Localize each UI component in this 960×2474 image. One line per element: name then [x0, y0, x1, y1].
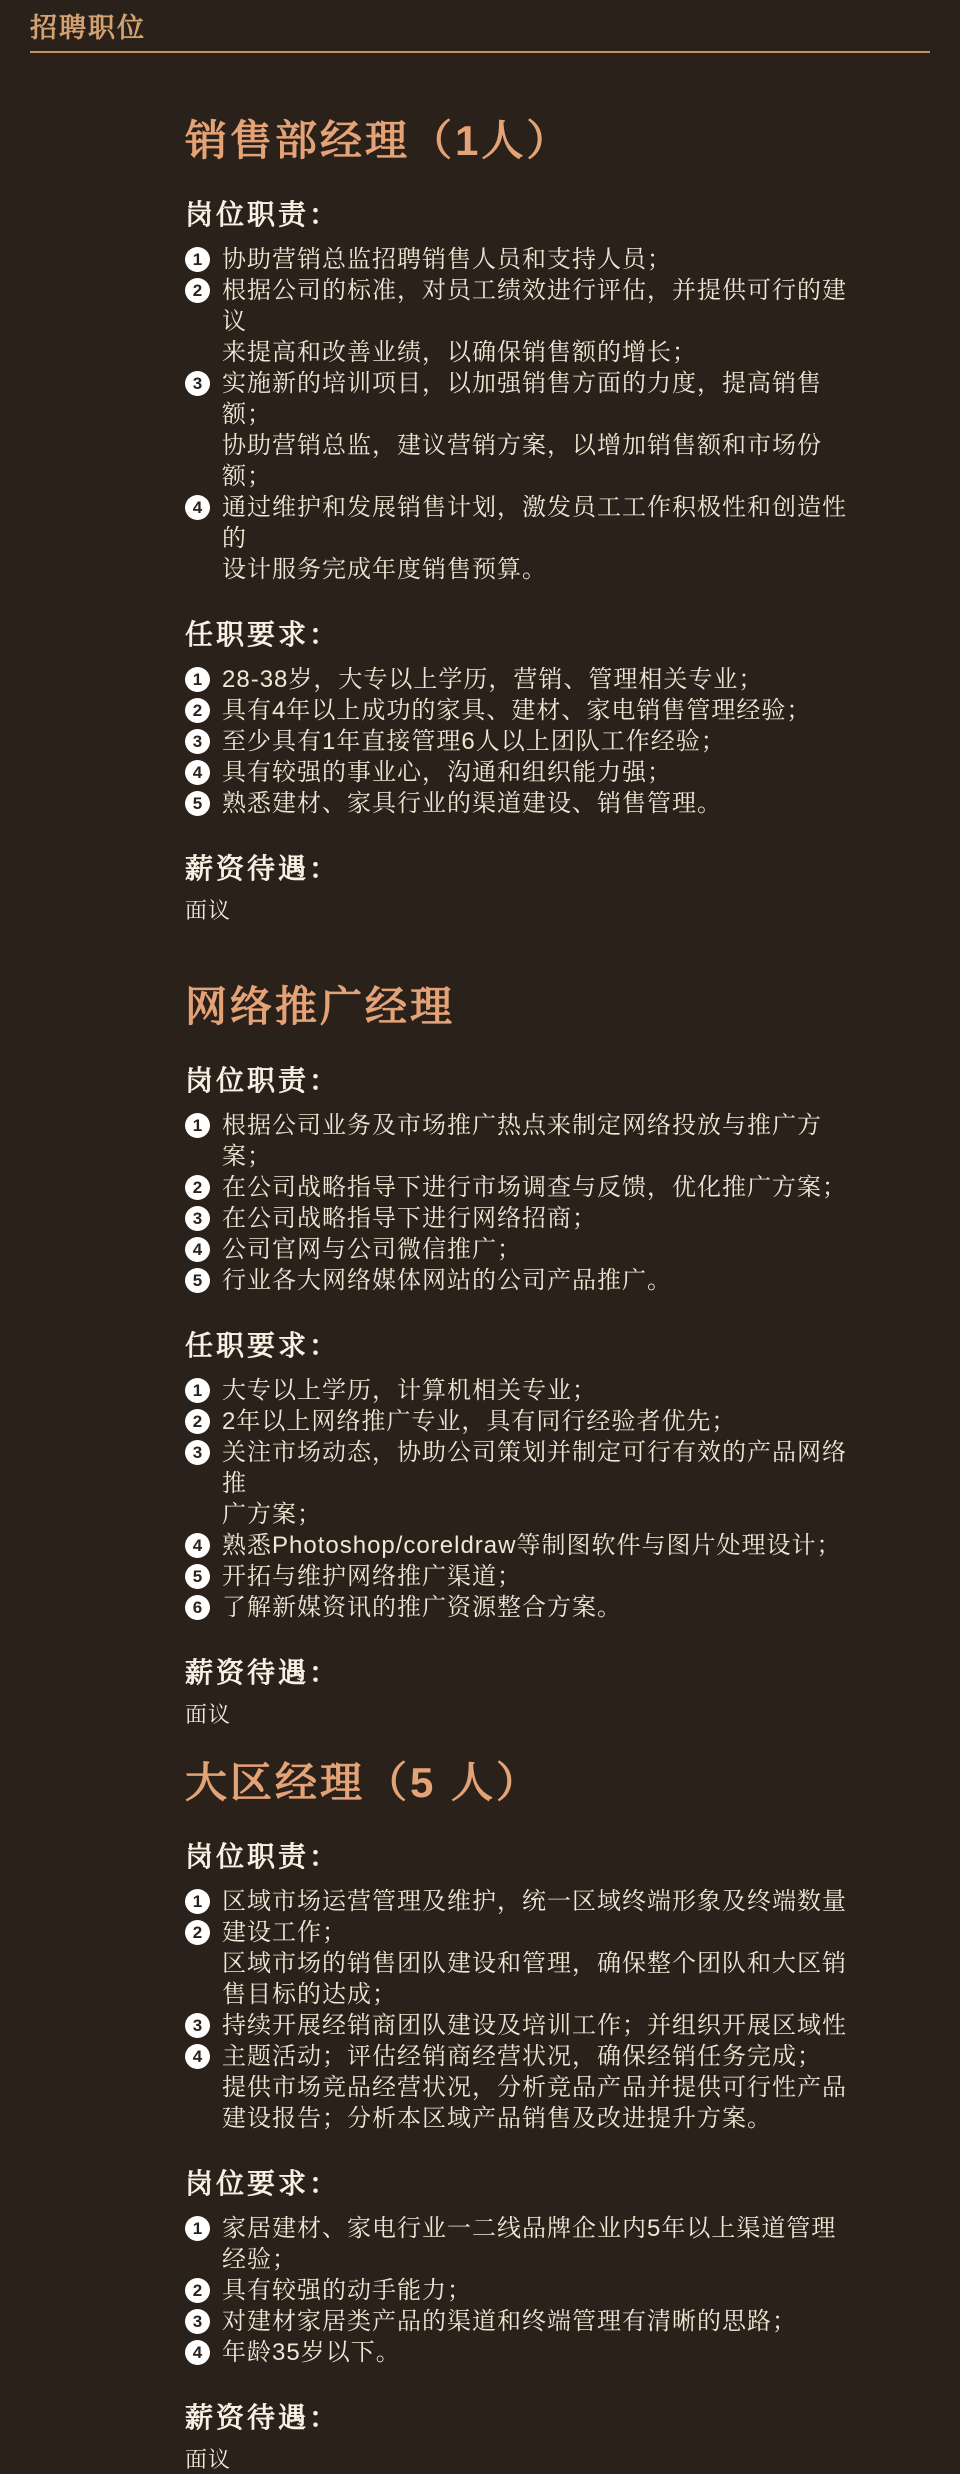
page-title: 招聘职位: [30, 13, 146, 43]
item-text-line: 具有较强的事业心，沟通和组织能力强；: [222, 759, 672, 786]
list-item: [185, 2306, 865, 2337]
item-text-line: 区域市场运营管理及维护，统一区域终端形象及终端数量: [222, 1888, 847, 1915]
item-text: [222, 1234, 522, 1265]
item-number-badge: 3: [185, 1206, 210, 1231]
item-text: [222, 1561, 522, 1592]
item-text: [222, 244, 672, 275]
item-text-line: 根据公司业务及市场推广热点来制定网络投放与推广方案；: [222, 1112, 822, 1170]
item-number-badge: 5: [185, 791, 210, 816]
list-item: [185, 1561, 865, 1592]
item-list: [185, 1110, 865, 1296]
item-number-badge: 4: [185, 1237, 210, 1262]
list-item: [185, 1110, 865, 1172]
item-text-line: 了解新媒资讯的推广资源整合方案。: [222, 1594, 622, 1621]
item-list: [185, 1886, 865, 2134]
page-header: [0, 0, 960, 53]
item-text: [222, 368, 865, 492]
item-number-badge: 3: [185, 729, 210, 754]
item-text-line: 关注市场动态，协助公司策划并制定可行有效的产品网络推: [222, 1439, 847, 1497]
header-divider: [30, 51, 930, 53]
item-number-badge: 1: [185, 1113, 210, 1138]
list-item: [185, 1917, 865, 2010]
item-text: [222, 1265, 672, 1296]
job-block: [185, 117, 865, 925]
item-number-badge: 1: [185, 247, 210, 272]
item-list: [185, 2213, 865, 2368]
list-item: [185, 1265, 865, 1296]
section-heading: 薪资待遇：: [185, 1657, 341, 1688]
item-number-badge: 4: [185, 760, 210, 785]
job-section: [185, 1330, 865, 1623]
item-text-line: 行业各大网络媒体网站的公司产品推广。: [222, 1267, 672, 1294]
job-title: 网络推广经理: [185, 983, 456, 1030]
item-number-badge: 6: [185, 1595, 210, 1620]
item-number-badge: 2: [185, 2278, 210, 2303]
item-text-line: 在公司战略指导下进行市场调查与反馈，优化推广方案；: [222, 1174, 847, 1201]
item-text-line: 协助营销总监招聘销售人员和支持人员；: [222, 246, 672, 273]
section-heading: 岗位要求：: [185, 2168, 341, 2199]
list-item: [185, 2337, 865, 2368]
item-number-badge: 5: [185, 1268, 210, 1293]
item-text-line: 根据公司的标准，对员工绩效进行评估，并提供可行的建议: [222, 277, 847, 335]
item-number-badge: 1: [185, 1378, 210, 1403]
section-heading: 岗位职责：: [185, 199, 341, 230]
item-text-line: 熟悉Photoshop/coreldraw等制图软件与图片处理设计；: [222, 1532, 842, 1559]
item-text-line: 广方案；: [222, 1501, 322, 1528]
list-item: [185, 1437, 865, 1530]
section-heading: 任职要求：: [185, 1330, 341, 1361]
list-item: [185, 757, 865, 788]
list-item: [185, 1203, 865, 1234]
item-text-line: 提供市场竞品经营状况，分析竞品产品并提供可行性产品: [222, 2074, 847, 2101]
item-text: [222, 1437, 865, 1530]
item-text-line: 持续开展经销商团队建设及培训工作；并组织开展区域性: [222, 2012, 847, 2039]
item-text: [222, 2213, 836, 2275]
item-text-line: 建设报告；分析本区域产品销售及改进提升方案。: [222, 2105, 772, 2132]
item-text-line: 2年以上网络推广专业，具有同行经验者优先；: [222, 1408, 737, 1435]
item-number-badge: 3: [185, 2309, 210, 2334]
item-text: [222, 1172, 847, 1203]
item-text: [222, 664, 763, 695]
item-text: [222, 695, 811, 726]
list-item: [185, 2041, 865, 2134]
item-text-line: 主题活动；评估经销商经营状况，确保经销任务完成；: [222, 2043, 822, 2070]
list-item: [185, 1234, 865, 1265]
item-text-line: 年龄35岁以下。: [222, 2339, 401, 2366]
item-text-line: 售目标的达成；: [222, 1981, 397, 2008]
item-text-line: 在公司战略指导下进行网络招商；: [222, 1205, 597, 1232]
item-text: [222, 1530, 841, 1561]
list-item: [185, 1530, 865, 1561]
list-item: [185, 726, 865, 757]
item-text: [222, 275, 865, 368]
item-number-badge: 3: [185, 371, 210, 396]
item-number-badge: 1: [185, 667, 210, 692]
item-text-line: 28-38岁，大专以上学历，营销、管理相关专业；: [222, 666, 764, 693]
section-heading: 薪资待遇：: [185, 853, 341, 884]
item-text-line: 经验；: [222, 2246, 297, 2273]
list-item: [185, 244, 865, 275]
item-list: [185, 664, 865, 819]
item-number-badge: 4: [185, 2044, 210, 2069]
item-text-line: 大专以上学历，计算机相关专业；: [222, 1377, 597, 1404]
list-item: [185, 695, 865, 726]
list-item: [185, 492, 865, 585]
item-text: [222, 788, 722, 819]
item-text-line: 实施新的培训项目，以加强销售方面的力度，提高销售额；: [222, 370, 822, 428]
section-heading: 岗位职责：: [185, 1065, 341, 1096]
job-title: 大区经理（5 人）: [185, 1759, 542, 1806]
job-section: [185, 1657, 865, 1729]
item-text-line: 区域市场的销售团队建设和管理，确保整个团队和大区销: [222, 1950, 847, 1977]
item-text: [222, 492, 865, 585]
jobs-container: [185, 117, 865, 2474]
list-item: [185, 368, 865, 492]
list-item: [185, 1375, 865, 1406]
item-text-line: 熟悉建材、家具行业的渠道建设、销售管理。: [222, 790, 722, 817]
item-text: [222, 1406, 736, 1437]
item-text: [222, 1203, 597, 1234]
item-number-badge: 5: [185, 1564, 210, 1589]
item-text: [222, 2306, 797, 2337]
item-number-badge: 2: [185, 698, 210, 723]
section-heading: 薪资待遇：: [185, 2402, 341, 2433]
item-text: [222, 726, 726, 757]
item-text: [222, 1886, 847, 1917]
job-section: [185, 1065, 865, 1296]
item-text: [222, 1917, 847, 2010]
list-item: [185, 664, 865, 695]
item-text-line: 对建材家居类产品的渠道和终端管理有清晰的思路；: [222, 2308, 797, 2335]
item-text-line: 公司官网与公司微信推广；: [222, 1236, 522, 1263]
item-text-line: 通过维护和发展销售计划，激发员工工作积极性和创造性的: [222, 494, 847, 552]
job-block: [185, 983, 865, 1729]
list-item: [185, 2213, 865, 2275]
item-number-badge: 2: [185, 1409, 210, 1434]
section-heading: 岗位职责：: [185, 1841, 341, 1872]
item-text: [222, 2041, 847, 2134]
item-number-badge: 3: [185, 1440, 210, 1465]
list-item: [185, 1406, 865, 1437]
item-text-line: 具有较强的动手能力；: [222, 2277, 472, 2304]
list-item: [185, 2275, 865, 2306]
item-text-line: 至少具有1年直接管理6人以上团队工作经验；: [222, 728, 726, 755]
list-item: [185, 1172, 865, 1203]
salary-value: 面议: [185, 1702, 232, 1727]
item-number-badge: 2: [185, 278, 210, 303]
item-text: [222, 1592, 622, 1623]
job-section: [185, 199, 865, 585]
list-item: [185, 2010, 865, 2041]
job-section: [185, 2402, 865, 2474]
item-text: [222, 2337, 401, 2368]
list-item: [185, 788, 865, 819]
list-item: [185, 275, 865, 368]
job-section: [185, 1841, 865, 2134]
item-text-line: 设计服务完成年度销售预算。: [222, 556, 547, 583]
item-text-line: 具有4年以上成功的家具、建材、家电销售管理经验；: [222, 697, 812, 724]
item-number-badge: 4: [185, 1533, 210, 1558]
job-section: [185, 853, 865, 925]
item-number-badge: 4: [185, 495, 210, 520]
item-text-line: 开拓与维护网络推广渠道；: [222, 1563, 522, 1590]
job-section: [185, 619, 865, 819]
item-text-line: 建设工作；: [222, 1919, 347, 1946]
item-text: [222, 1375, 597, 1406]
item-text: [222, 2275, 472, 2306]
list-item: [185, 1886, 865, 1917]
section-heading: 任职要求：: [185, 619, 341, 650]
item-number-badge: 2: [185, 1920, 210, 1945]
item-text-line: 来提高和改善业绩，以确保销售额的增长；: [222, 339, 697, 366]
salary-value: 面议: [185, 898, 232, 923]
item-text: [222, 1110, 865, 1172]
salary-value: 面议: [185, 2447, 232, 2472]
item-number-badge: 1: [185, 2216, 210, 2241]
item-text-line: 协助营销总监，建议营销方案，以增加销售额和市场份额；: [222, 432, 822, 490]
item-list: [185, 1375, 865, 1623]
list-item: [185, 1592, 865, 1623]
item-number-badge: 3: [185, 2013, 210, 2038]
job-title: 销售部经理（1人）: [185, 117, 572, 164]
job-section: [185, 2168, 865, 2368]
job-block: [185, 1759, 865, 2474]
item-text: [222, 757, 672, 788]
item-list: [185, 244, 865, 585]
item-number-badge: 4: [185, 2340, 210, 2365]
item-number-badge: 1: [185, 1889, 210, 1914]
item-number-badge: 2: [185, 1175, 210, 1200]
item-text: [222, 2010, 847, 2041]
item-text-line: 家居建材、家电行业一二线品牌企业内5年以上渠道管理: [222, 2215, 837, 2242]
